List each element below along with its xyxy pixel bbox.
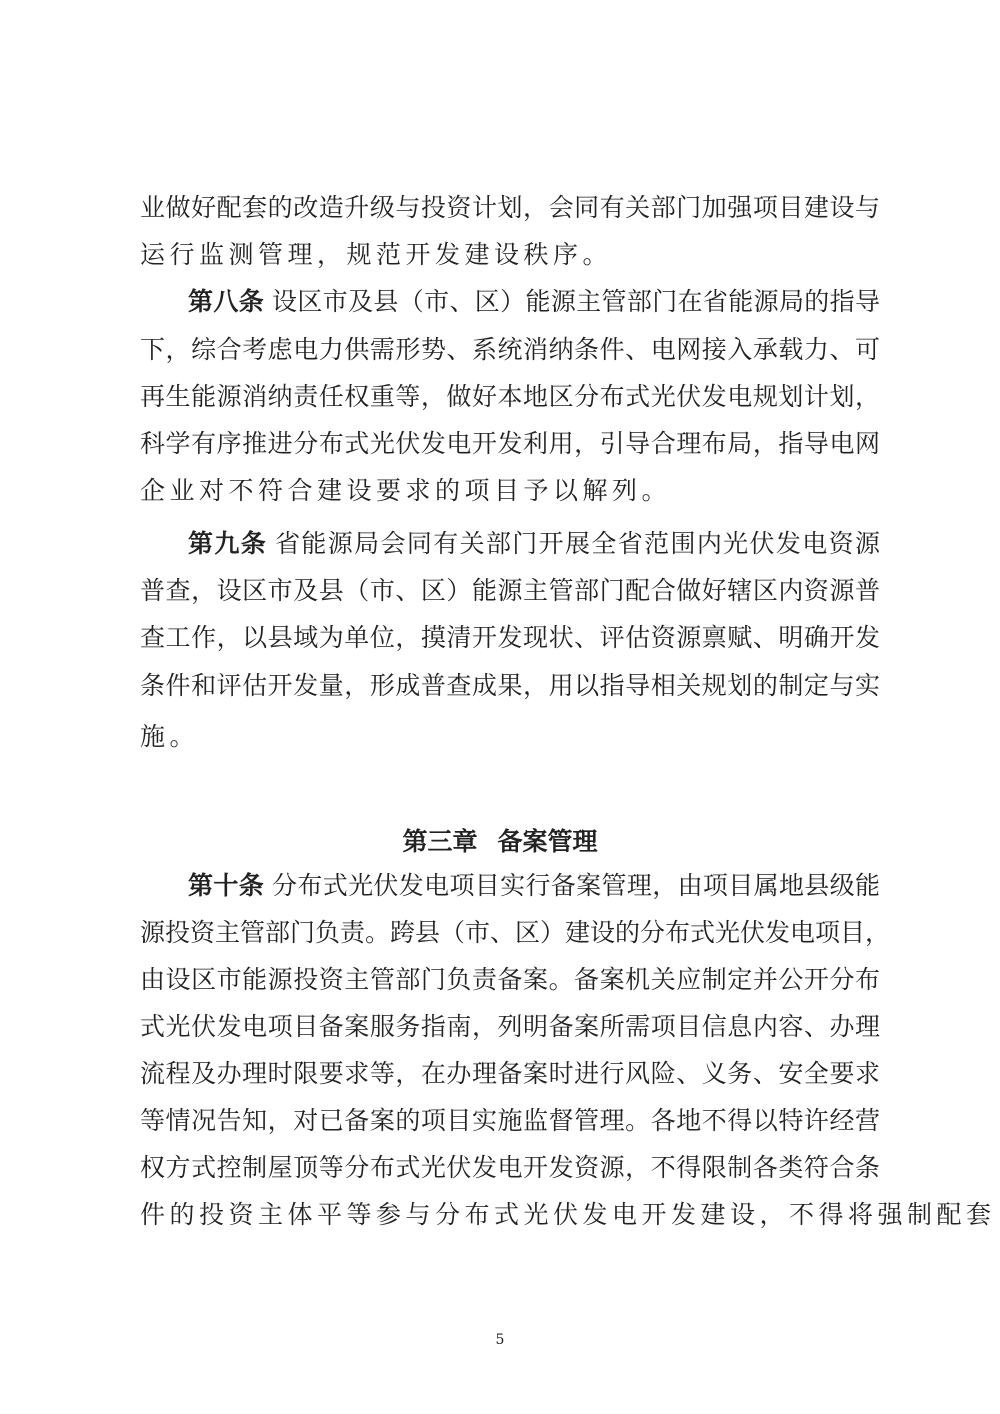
paragraph-line	[140, 1011, 880, 1043]
line-text: 省能源局会同有关部门开展全省范围内光伏发电资源	[275, 529, 880, 558]
chapter-heading	[0, 822, 1000, 858]
article-number: 第九条	[188, 529, 268, 558]
line-text: 条件和评估开发量，形成普查成果，用以指导相关规划的制定与实	[140, 671, 880, 700]
line-text: 运行监测管理，规范开发建设秩序。	[140, 240, 613, 269]
paragraph-line	[188, 528, 880, 560]
paragraph-line	[140, 964, 880, 996]
line-text: 由设区市能源投资主管部门负责备案。备案机关应制定并公开分布	[140, 965, 880, 994]
paragraph-line	[140, 192, 880, 224]
line-text: 普查，设区市及县（市、区）能源主管部门配合做好辖区内资源普	[140, 576, 880, 605]
page-number: 5	[495, 1332, 505, 1348]
paragraph-line	[140, 1199, 996, 1231]
paragraph-line	[140, 917, 891, 949]
line-text: 企业对不符合建设要求的项目予以解列。	[140, 476, 672, 505]
paragraph-line	[140, 1105, 880, 1137]
paragraph-line	[140, 622, 880, 654]
paragraph-line	[140, 575, 880, 607]
paragraph-line	[140, 475, 880, 507]
line-text: 件的投资主体平等参与分布式光伏发电开发建设，不得将强制配套	[140, 1200, 996, 1229]
article-number: 第十条	[188, 871, 265, 900]
line-text: 查工作，以县域为单位，摸清开发现状、评估资源禀赋、明确开发	[140, 623, 880, 652]
line-text: 流程及办理时限要求等，在办理备案时进行风险、义务、安全要求	[140, 1059, 880, 1088]
paragraph-line	[188, 286, 880, 318]
line-text: 业做好配套的改造升级与投资计划，会同有关部门加强项目建设与	[140, 193, 880, 222]
line-text: 施。	[140, 722, 200, 751]
paragraph-line	[140, 1152, 880, 1184]
line-text: 式光伏发电项目备案服务指南，列明备案所需项目信息内容、办理	[140, 1012, 880, 1041]
paragraph-line	[140, 381, 880, 413]
paragraph-line	[140, 428, 880, 460]
line-text: 分布式光伏发电项目实行备案管理，由项目属地县级能	[272, 871, 880, 900]
line-text: 下，综合考虑电力供需形势、系统消纳条件、电网接入承载力、可	[140, 335, 880, 364]
paragraph-line	[140, 721, 880, 753]
paragraph-line	[140, 334, 880, 366]
line-text: 权方式控制屋顶等分布式光伏发电开发资源，不得限制各类符合条	[140, 1153, 880, 1182]
chapter-number: 第三章	[402, 827, 478, 856]
paragraph-line	[140, 670, 880, 702]
chapter-title: 备案管理	[497, 827, 598, 856]
line-text: 再生能源消纳责任权重等，做好本地区分布式光伏发电规划计划，	[140, 382, 880, 411]
paragraph-line	[188, 870, 880, 902]
line-text: 等情况告知，对已备案的项目实施监督管理。各地不得以特许经营	[140, 1106, 880, 1135]
article-number: 第八条	[188, 287, 265, 316]
paragraph-line	[140, 239, 880, 271]
line-text: 设区市及县（市、区）能源主管部门在省能源局的指导	[272, 287, 880, 316]
line-text: 科学有序推进分布式光伏发电开发利用，引导合理布局，指导电网	[140, 429, 880, 458]
paragraph-line	[140, 1058, 880, 1090]
line-text: 源投资主管部门负责。跨县（市、区）建设的分布式光伏发电项目，	[140, 918, 891, 947]
